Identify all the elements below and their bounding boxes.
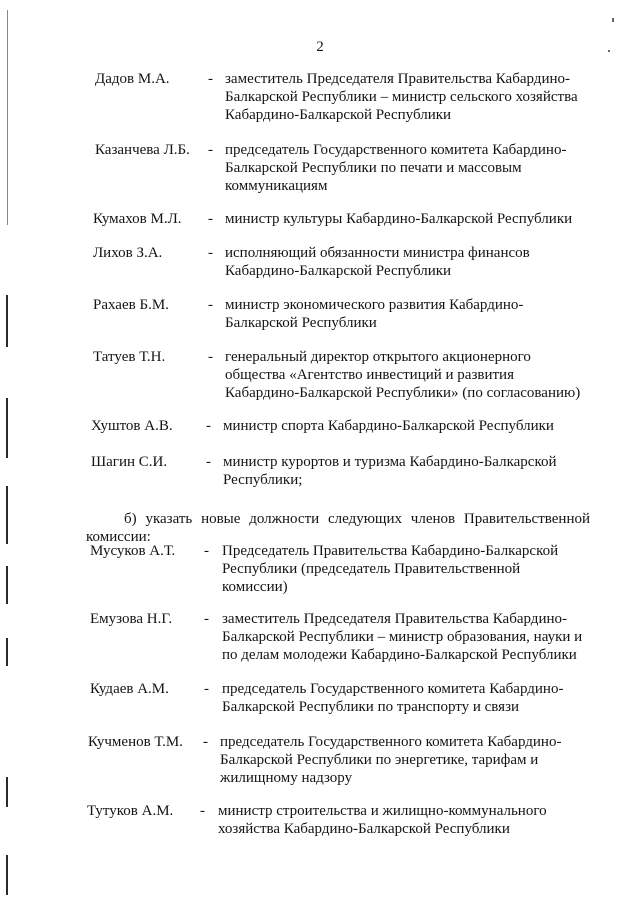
sub-paragraph: [86, 510, 590, 546]
member-name: Мусуков А.Т.: [90, 543, 176, 559]
member-name: Хуштов А.В.: [91, 418, 173, 434]
member-name: Дадов М.А.: [95, 71, 170, 87]
member-position: председатель Государственного комитета Кабардино- Балкарской Республики по печати и массовым коммуникациям: [225, 142, 567, 194]
member-position: исполняющий обязанности министра финансов Кабардино-Балкарской Республики: [225, 245, 530, 279]
member-name: Шагин С.И.: [91, 454, 168, 470]
member-name: Лихов З.А.: [93, 245, 163, 261]
page-number: 2: [316, 39, 324, 55]
scan-mark-line: [6, 295, 8, 347]
scan-mark-line: [6, 486, 8, 544]
member-position: генеральный директор открытого акционерного общества «Агентство инвестиций и развития Кабардино-Балкарской Республики» (по согласованию): [225, 349, 581, 401]
dash: -: [204, 611, 209, 627]
dash: -: [206, 418, 211, 434]
dash: -: [203, 734, 208, 750]
member-position: председатель Государственного комитета Кабардино- Балкарской Республики по транспорту и связи: [222, 681, 564, 715]
member-name: Кумахов М.Л.: [93, 211, 182, 227]
scan-mark-line: [6, 638, 8, 666]
scan-speck: [608, 50, 610, 52]
dash: -: [208, 142, 213, 158]
scan-mark-line: [6, 398, 8, 458]
dash: -: [206, 454, 211, 470]
member-position: министр курортов и туризма Кабардино-Балкарской Республики;: [223, 454, 557, 488]
member-position: заместитель Председателя Правительства Кабардино- Балкарской Республики – министр образования, науки и по делам молодежи Кабардино-Балкарской Республики: [222, 611, 583, 663]
sub-paragraph-line: комиссии:: [86, 529, 151, 545]
member-name: Казанчева Л.Б.: [95, 142, 190, 158]
dash: -: [208, 297, 213, 313]
dash: -: [208, 211, 213, 227]
scan-speck: [612, 18, 614, 22]
member-position: заместитель Председателя Правительства Кабардино- Балкарской Республики – министр сельского хозяйства Кабардино-Балкарской Республики: [225, 71, 578, 123]
member-name: Емузова Н.Г.: [90, 611, 173, 627]
dash: -: [208, 349, 213, 365]
scan-mark-line: [6, 855, 8, 895]
scan-mark-line: [7, 10, 8, 225]
member-position: министр строительства и жилищно-коммунального хозяйства Кабардино-Балкарской Республики: [218, 803, 547, 837]
member-position: председатель Государственного комитета Кабардино- Балкарской Республики по энергетике, тарифам и жилищному надзору: [220, 734, 562, 786]
dash: -: [204, 681, 209, 697]
member-name: Кучменов Т.М.: [88, 734, 183, 750]
scan-mark-line: [6, 777, 8, 807]
member-position: министр экономического развития Кабардино- Балкарской Республики: [225, 297, 524, 331]
member-name: Кудаев А.М.: [90, 681, 169, 697]
dash: -: [208, 71, 213, 87]
dash: -: [208, 245, 213, 261]
member-name: Татуев Т.Н.: [93, 349, 166, 365]
dash: -: [200, 803, 205, 819]
member-position: министр спорта Кабардино-Балкарской Республики: [223, 418, 554, 434]
member-name: Рахаев Б.М.: [93, 297, 169, 313]
member-position: Председатель Правительства Кабардино-Балкарской Республики (председатель Правительственной комиссии): [222, 543, 559, 595]
member-position: министр культуры Кабардино-Балкарской Республики: [225, 211, 573, 227]
scan-mark-line: [6, 566, 8, 604]
dash: -: [204, 543, 209, 559]
sub-paragraph-line: б) указать новые должности следующих членов Правительственной: [124, 511, 590, 527]
member-name: Тутуков А.М.: [87, 803, 174, 819]
